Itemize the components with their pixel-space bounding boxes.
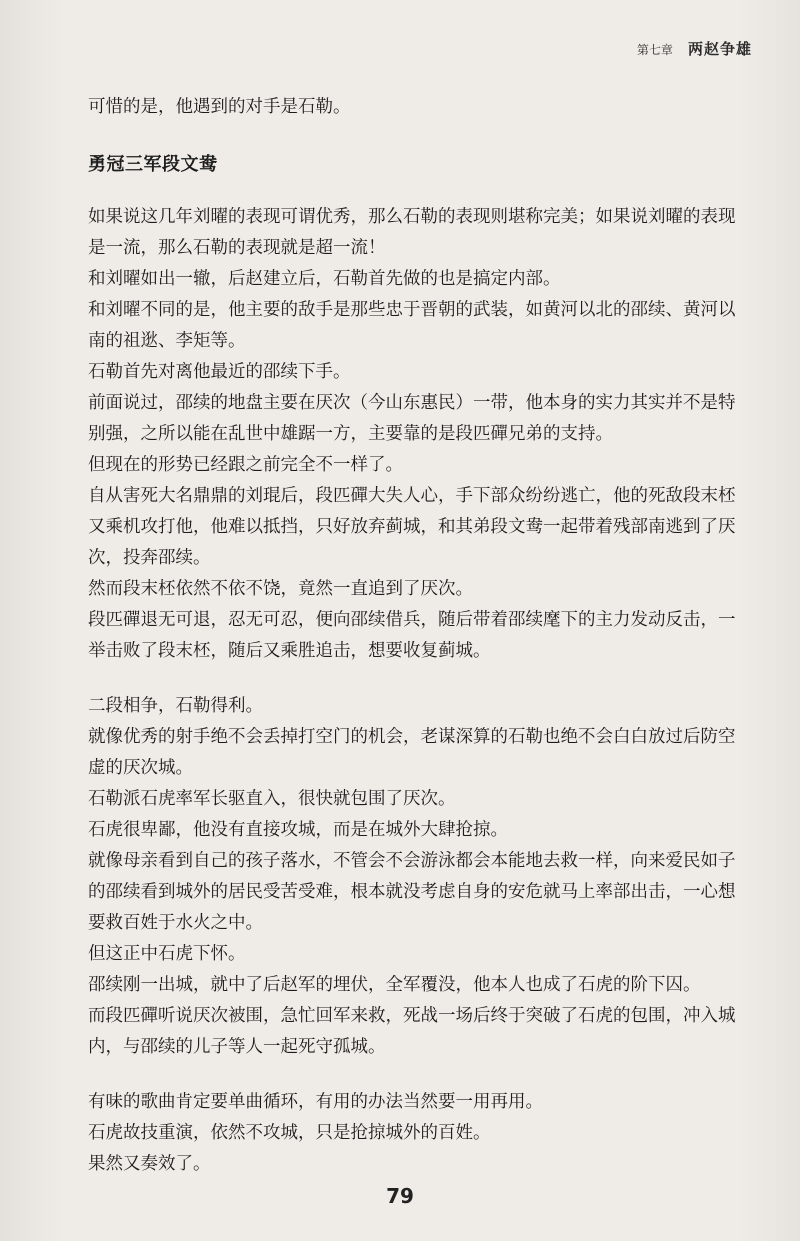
paragraph: 石虎很卑鄙，他没有直接攻城，而是在城外大肆抢掠。: [88, 820, 508, 840]
paragraph: 和刘曜不同的是，他主要的敌手是那些忠于晋朝的武装，如黄河以北的邵续、黄河以南的祖逖、李矩等。: [88, 300, 736, 351]
paragraph: 有味的歌曲肯定要单曲循环，有用的办法当然要一用再用。: [88, 1092, 543, 1112]
paragraph: 邵续刚一出城，就中了后赵军的埋伏，全军覆没，他本人也成了石虎的阶下囚。: [88, 975, 701, 995]
paragraph: 二段相争，石勒得利。: [88, 696, 263, 716]
paragraph: 果然又奏效了。: [88, 1154, 211, 1174]
paragraph: 就像母亲看到自己的孩子落水，不管会不会游泳都会本能地去救一样，向来爱民如子的邵续看到城外的居民受苦受难，根本就没考虑自身的安危就马上率部出击，一心想要救百姓于水火之中。: [88, 851, 736, 933]
paragraph: 如果说这几年刘曜的表现可谓优秀，那么石勒的表现则堪称完美；如果说刘曜的表现是一流，那么石勒的表现就是超一流！: [88, 207, 736, 258]
paragraph: 但现在的形势已经跟之前完全不一样了。: [88, 455, 403, 475]
paragraph: 但这正中石虎下怀。: [88, 944, 246, 964]
paragraph: 石勒派石虎率军长驱直入，很快就包围了厌次。: [88, 789, 456, 809]
paragraph: 就像优秀的射手绝不会丢掉打空门的机会，老谋深算的石勒也绝不会白白放过后防空虚的厌次城。: [88, 727, 736, 778]
paragraph: 然而段末柸依然不依不饶，竟然一直追到了厌次。: [88, 579, 473, 599]
running-header: [637, 38, 752, 59]
paragraph: 石虎故技重演，依然不攻城，只是抢掠城外的百姓。: [88, 1123, 491, 1143]
paragraph: 段匹磾退无可退，忍无可忍，便向邵续借兵，随后带着邵续麾下的主力发动反击，一举击败了段末柸，随后又乘胜追击，想要收复蓟城。: [88, 610, 736, 661]
section-heading: 勇冠三军段文鸯: [88, 154, 218, 175]
chapter-title: 两赵争雄: [687, 40, 752, 58]
paragraph: 石勒首先对离他最近的邵续下手。: [88, 362, 351, 382]
paragraph: 而段匹磾听说厌次被围，急忙回军来救，死战一场后终于突破了石虎的包围，冲入城内，与邵续的儿子等人一起死守孤城。: [88, 1006, 736, 1057]
paragraph: 和刘曜如出一辙，后赵建立后，石勒首先做的也是搞定内部。: [88, 269, 561, 289]
section-gap: [88, 667, 740, 691]
page-number: 79: [386, 1184, 414, 1208]
section-gap: [88, 1063, 740, 1087]
paragraph: 自从害死大名鼎鼎的刘琨后，段匹磾大失人心，手下部众纷纷逃亡，他的死敌段末柸又乘机攻打他，他难以抵挡，只好放弃蓟城，和其弟段文鸯一起带着残部南逃到了厌次，投奔邵续。: [88, 486, 736, 568]
body-text: [88, 92, 740, 1180]
paragraph: 前面说过，邵续的地盘主要在厌次（今山东惠民）一带，他本身的实力其实并不是特别强，之所以能在乱世中雄踞一方，主要靠的是段匹磾兄弟的支持。: [88, 393, 736, 444]
chapter-label: 第七章: [636, 43, 673, 57]
paragraph: 可惜的是，他遇到的对手是石勒。: [88, 97, 351, 117]
